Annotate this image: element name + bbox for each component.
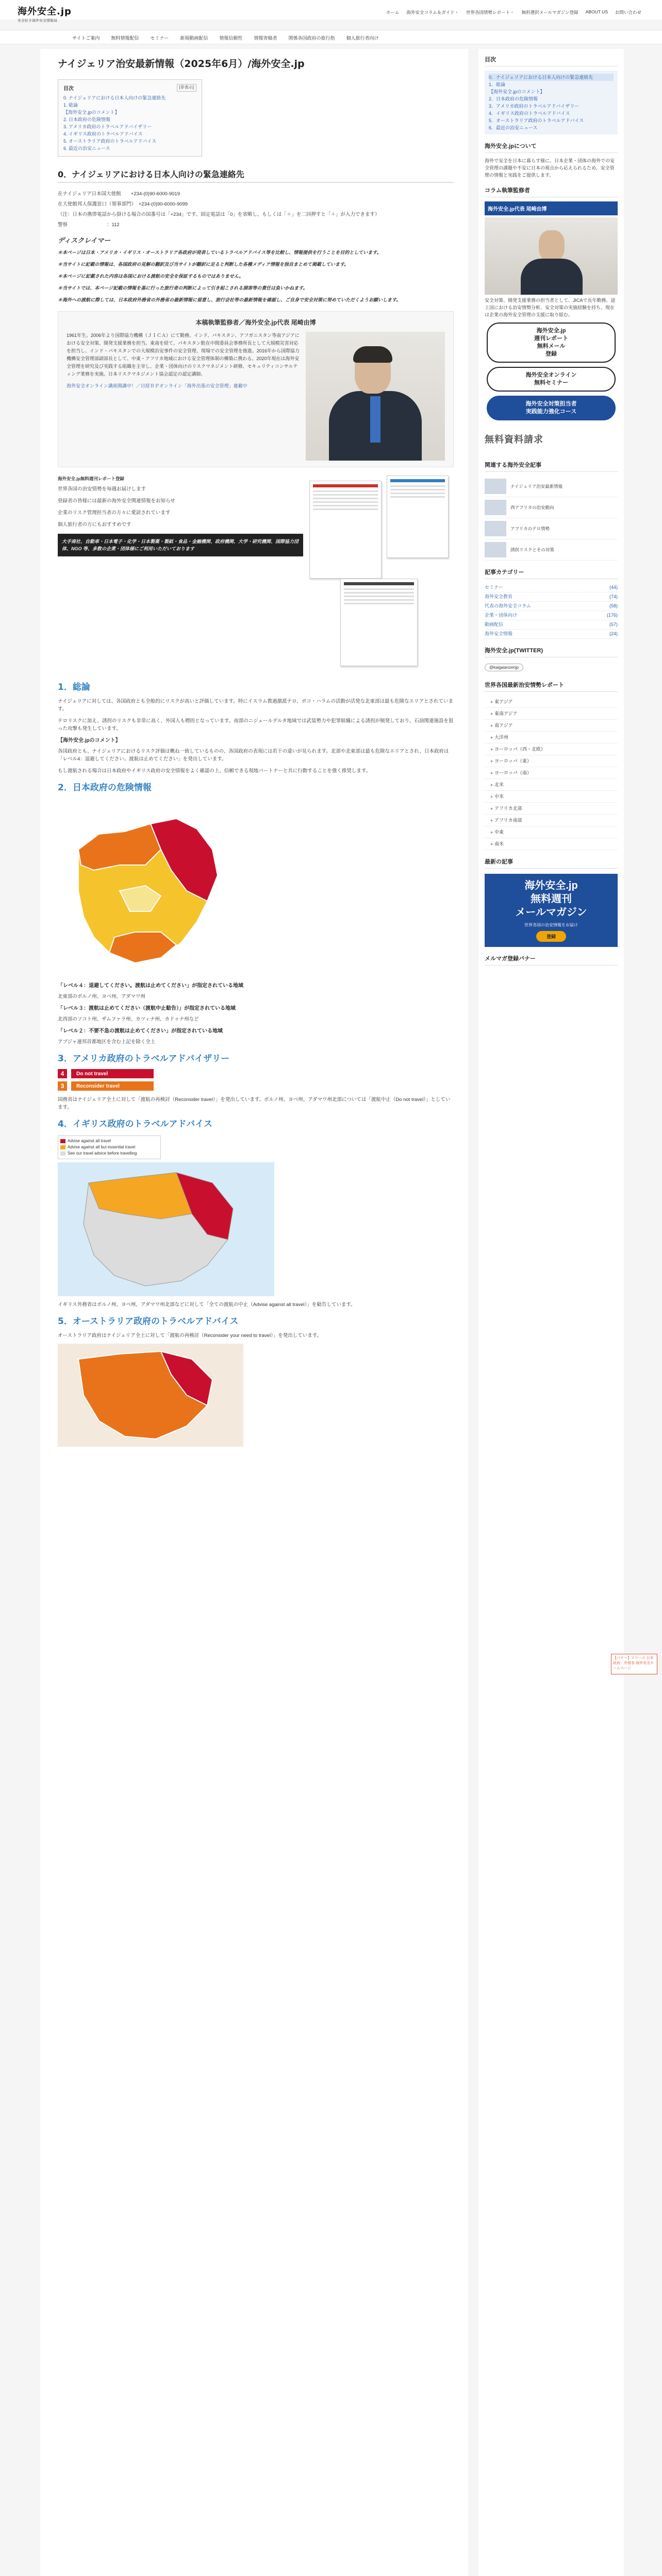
columnist-name: 海外安全.jp代表 尾崎由博 [488, 207, 547, 212]
thumbnail [485, 521, 506, 536]
contact-line: 在大使館邦人保護窓口（領事部門） +234-(0)90-6000-9099 [58, 201, 188, 207]
related-item[interactable] [485, 497, 618, 518]
category-item[interactable]: セミナー (44) [485, 583, 618, 592]
logo-sub: 安全好き海外安全情報局 [18, 19, 57, 23]
main-nav-item[interactable]: 情報信頼性 [219, 36, 243, 41]
sidebar-heading: 世界各国最新治安情勢レポート [485, 681, 618, 692]
category-item[interactable]: 海外安全情報 (24) [485, 630, 618, 639]
category-list [485, 583, 618, 639]
region-item[interactable]: ▸ 中米 [485, 791, 618, 803]
sidebar-heading: 海外安全.jp(TWITTER) [485, 646, 618, 657]
region-item[interactable]: ▸ ヨーロッパ（南） [485, 767, 618, 779]
sidebar-heading: 記事カテゴリー [485, 568, 618, 579]
free-banner-text: 無料資料請求 [485, 434, 543, 445]
section-heading: 5．オーストラリア政府のトラベルアドバイス [58, 1316, 239, 1327]
main-nav-item[interactable]: セミナー [150, 36, 169, 41]
toc-heading: 目次 [63, 86, 74, 92]
thumbnail [485, 500, 506, 515]
mail-magazine-banner[interactable] [485, 874, 618, 947]
disclaimer-line: ＊当サイトに記載の情報は、各国政府の見解の翻訳及び当サイトが翻訳に足ると判断した各種メディア情報を独自まとめて掲載しています。 [58, 262, 349, 267]
category-item[interactable]: 企業・団体向け (176) [485, 611, 618, 620]
disclaimer-line: ＊海外への渡航に際しては、日本政府外務省の外務省の最新情報に留意し、旅行会社等の最新情報を確認し、ご自身で安全対策に努めていただくようお願いします。 [58, 297, 401, 302]
toc-toggle-button[interactable]: [非表示] [177, 84, 196, 92]
body-paragraph: 北東部のボルノ州、ヨベ州、アダマワ州 [58, 994, 145, 999]
main-nav [0, 30, 662, 44]
us-level-3 [58, 1081, 454, 1091]
report-line: 企業のリスク管理担当者の方々に愛読されています [58, 510, 171, 516]
page-title: ナイジェリア治安最新情報（2025年6月）/海外安全.jp [58, 58, 305, 70]
body-paragraph: アブジャ連邦首都地区を含む上記を除く全土 [58, 1039, 156, 1045]
report-line: 登録者の皆様には最新の海外安全関連情報をお知らせ [58, 498, 175, 504]
related-item[interactable] [485, 476, 618, 497]
region-item[interactable]: ▸ ヨーロッパ（西・北欧） [485, 743, 618, 755]
contact-list [58, 190, 454, 229]
section-heading: 0．ナイジェリアにおける日本人向けの緊急連絡先 [58, 168, 454, 183]
twitter-follow-button[interactable]: @kaigaianzenjp [485, 664, 523, 671]
related-item[interactable] [485, 518, 618, 539]
level-label: Reconsider travel [71, 1081, 154, 1091]
sidebar-toc-item[interactable]: 2．日本政府の危険情報 [489, 96, 538, 101]
region-item[interactable]: ▸ 南アジア [485, 720, 618, 732]
region-item[interactable]: ▸ 東アジア [485, 696, 618, 708]
region-item[interactable]: ▸ 大洋州 [485, 732, 618, 743]
region-item[interactable]: ▸ 東南アジア [485, 708, 618, 720]
sidebar [478, 49, 624, 2576]
section-heading: 1．総論 [58, 682, 90, 692]
contact-line: 在ナイジェリア日本国大使館 +234-(0)90-6000-9019 [58, 191, 180, 197]
top-nav-item[interactable]: ABOUT US [585, 9, 608, 14]
contact-line: 警察 ：112 [58, 222, 120, 228]
legend-item: Advise against all but essential travel [68, 1145, 136, 1149]
sidebar-heading: メルマガ登録バナー [485, 954, 618, 965]
category-item[interactable]: 海外安全教育 (74) [485, 592, 618, 602]
sidebar-heading: 海外安全.jpについて [485, 142, 618, 153]
body-paragraph: ナイジェリアに対しては、各国政府とも全般的にリスクが高いと評価しています。特にイスラム教過激派テロ、ボコ・ハラムの活動が活発な北東部は最も危険なエリアとされています。 [58, 699, 454, 712]
columnist-photo [485, 217, 618, 295]
site-logo[interactable] [18, 4, 72, 23]
body-paragraph: 国務省はナイジェリア全土に対して「渡航の再検討（Reconsider travel）」を発出しています。ボルノ州、ヨベ州、アダマワ州北部については「渡航中止（Do not travel）」としています。 [58, 1097, 451, 1110]
related-title: ナイジェリア治安最新情報 [510, 484, 563, 489]
thumbnail [485, 542, 506, 557]
free-document-banner[interactable] [485, 425, 588, 453]
main-nav-item[interactable]: サイトご案内 [72, 36, 100, 41]
top-nav-item[interactable]: お問い合わせ [615, 10, 641, 15]
us-level-4 [58, 1069, 454, 1078]
related-title: アフリカのテロ情勢 [510, 526, 550, 531]
sidebar-toc-item[interactable]: 1．総論 [489, 82, 506, 87]
article [40, 49, 468, 2576]
weekly-report-button[interactable]: 海外安全.jp 週刊レポート 無料メール 登録 [487, 323, 616, 363]
logo-main: 海外安全.jp [18, 6, 72, 17]
related-item[interactable] [485, 539, 618, 561]
mag-title: 海外安全.jp [524, 880, 578, 891]
author-profile [58, 311, 454, 467]
level-label: 「レベル４：退避してください。渡航は止めてください」が指定されている地域 [58, 983, 243, 989]
author-photo [306, 332, 445, 461]
disclaimer-line: ＊本ページに記載された内容は各国における渡航の安全を保証するものではありません。 [58, 274, 244, 279]
sidebar-heading: 目次 [485, 55, 618, 66]
disclaimer [58, 249, 454, 304]
body-paragraph: もし渡航される場合は日本政府やイギリス政府の安全情報をよく確認の上、信頼できる現地パートナーと共に行動することを強く推奨します。 [58, 768, 371, 774]
training-course-button[interactable]: 海外安全対策担当者 実践能力強化コース [487, 396, 616, 420]
body-paragraph: 各国政府とも、ナイジェリアにおけるリスク評価は概ね一致しているものの、各国政府の表現には若干の違いが見られます。北部や北東部は最も危険なエリアとされ、日本政府は「レベル4：退避してください。渡航は止めてください」を発出しています。 [58, 749, 449, 762]
columnist-text: 安全対策、開発支援業務の担当者として、JICAで長年勤務。途上国における治安情勢分析、安全対策の実施経験を持ち、現在は企業の海外安全管理の支援に取り組む。 [485, 298, 616, 317]
sidebar-toc-item[interactable]: 6．最近の治安ニュース [489, 125, 538, 130]
columnist-banner[interactable] [485, 201, 618, 215]
toc-box [58, 79, 202, 157]
floating-banner[interactable]: 【バナー】リリース 日本政府：外務省 海外安全ホームページ [611, 1654, 657, 1674]
report-line: 世界各国の治安情勢を毎週お届けします [58, 486, 146, 492]
legend-item: Advise against all travel [68, 1139, 111, 1143]
related-title: 西アフリカの治安動向 [510, 505, 554, 510]
main-nav-item[interactable]: 無料情報配信 [111, 36, 139, 41]
toc-item[interactable]: 【海外安全.jpのコメント】 [63, 110, 120, 115]
sidebar-toc-item[interactable]: 3．アメリカ政府のトラベルアドバイザリー [489, 104, 580, 109]
profile-text: 1961年生。2006年より国際協力機構（ＪＩＣＡ）にて勤務、インド、パキスタン、アフガニスタン等南アジアにおける安全対策、開発支援業務を担当。東南を経て、パキスタン駐在中間委員会事務所長として大規模災害対応を担当し、インド・パキスタンでの大規模治安事件の安全管理、現場での安全管理を推進。2016年から国際協力機構安全管理部副部長として、中東・アフリカ地域における安全管理体制の構築に携わる。2020年現在は海外安全管理を研究及び実践する組織を主宰し、企業・団体向けのリスクマネジメント研修、セキュリティコンサルティング業務を実施。日本リスクマネジメント協会認定の認定講師。 [67, 333, 300, 377]
about-text: 海外で安全を日本に暮らす様に。日本企業・団体の海外での安全管理の課題や不安に日本の視点から応えられるため、安全管理の情報と実践をご提供します。 [485, 158, 615, 178]
level-number-icon: 3 [58, 1081, 67, 1091]
top-nav-item[interactable]: 無料選択メールマガジン登録 [521, 10, 578, 15]
sidebar-heading: コラム執筆監修者 [485, 186, 618, 197]
section-heading: 3．アメリカ政府のトラベルアドバイザリー [58, 1054, 230, 1064]
section-heading: 4．イギリス政府のトラベルアドバイス [58, 1119, 212, 1129]
toc-item[interactable]: 3. アメリカ政府のトラベルアドバイザリー [63, 124, 152, 129]
report-line: 個人旅行者の方にもおすすめです [58, 522, 131, 528]
uk-risk-map [58, 1162, 274, 1296]
level-label: Do not travel [71, 1069, 154, 1078]
report-promo [58, 476, 454, 671]
region-list [485, 696, 618, 850]
uk-map-legend [58, 1136, 161, 1159]
level-label: 「レベル２：不要不急の渡航は止めてください」が指定されている地域 [58, 1028, 223, 1034]
disclaimer-title: ディスクレイマー [58, 236, 111, 244]
top-nav [386, 9, 641, 15]
body-paragraph: イギリス外務省はボルノ州、ヨベ州、アダマワ州北部などに対して「全ての渡航の中止（Advise against all travel）」を勧告しています。 [58, 1302, 356, 1308]
contact-line: （注：日本の携帯電話から掛ける場合の国番号は「+234」です。固定電話は「0」を省略し、もしくは「＋」を二回押すと「＋」が入力できます） [58, 212, 380, 217]
body-paragraph: オーストラリア政府はナイジェリア全土に対して「渡航の再検討（Reconsider your need to travel）」を発出しています。 [58, 1333, 322, 1338]
body-paragraph: 北西部のソコト州、ザムファラ州、カツィナ州、カドゥナ州など [58, 1016, 199, 1022]
level-number-icon: 4 [58, 1069, 67, 1078]
japan-risk-map [58, 803, 228, 973]
body-paragraph: テロリスクに加え、誘拐のリスクも非常に高く、外国人も標的となっています。南部のニジェールデルタ地域では武装勢力や犯罪組織による誘拐が頻発しており、石油関連施設を狙った攻撃も発生しています。 [58, 718, 454, 732]
clients-box: 大手商社、自動車・日本電子・化学・日本製薬・製紙・食品・金融機関、政府機関、大学・研究機関、国際協力団体、NGO 等、多数の企業・団体様にご利用いただいております [58, 534, 303, 556]
main-nav-item[interactable]: 新規動画配信 [180, 36, 208, 41]
thumbnail [485, 479, 506, 494]
profile-title: 本稿執筆監修者／海外安全.jp代表 尾崎由博 [195, 319, 316, 326]
main-nav-item[interactable]: 情報寄稿者 [254, 36, 277, 41]
region-item[interactable]: ▸ アフリカ北部 [485, 803, 618, 815]
region-item[interactable]: ▸ 北米 [485, 779, 618, 791]
section-heading: 2．日本政府の危険情報 [58, 783, 152, 793]
top-nav-item[interactable]: ホーム [386, 10, 400, 15]
top-bar [0, 0, 662, 23]
top-nav-item[interactable]: 世界各国情勢レポート・ [466, 10, 515, 15]
sidebar-heading: 関連する海外安全記事 [485, 461, 618, 472]
sidebar-toc-item[interactable]: 【海外安全.jpのコメント】 [489, 89, 545, 94]
sidebar-toc-item[interactable]: 5．オーストラリア政府のトラベルアドバイス [489, 118, 584, 123]
legend-item: See our travel advice before travelling [68, 1151, 137, 1156]
disclaimer-line: ＊本ページは日本・アメリカ・イギリス・オーストラリア各政府が発表しているトラベルアドバイス等を比較し、情報提供を行うことを目的としています。 [58, 250, 382, 255]
toc-item[interactable]: 4. イギリス政府のトラベルアドバイス [63, 131, 143, 137]
top-nav-item[interactable]: 海外安全コラム＆ガイド・ [406, 10, 459, 15]
main-nav-item[interactable]: 個人旅行者向け [346, 36, 379, 41]
profile-links[interactable]: 海外安全オンライン講座開講中！／日経ＢＰオンライン「海外出張の安全管理」連載中 [67, 383, 247, 388]
disclaimer-line: ＊当サイトでは、本ページ記載の情報を基に行った旅行者の判断によって引き起こされる損害等の責任は負いかねます。 [58, 285, 308, 291]
sidebar-toc-item[interactable]: 0．ナイジェリアにおける日本人向けの緊急連絡先 [489, 74, 614, 81]
mag-title: メールマガジン [515, 907, 587, 918]
main-nav-item[interactable]: 関係各国政府の旅行指 [288, 36, 335, 41]
toc-item[interactable]: 6. 最近の治安ニュース [63, 146, 110, 151]
region-item[interactable]: ▸ ヨーロッパ（東） [485, 755, 618, 767]
toc-item[interactable]: 1. 総論 [63, 103, 78, 108]
comment-title: 【海外安全.jpのコメント】 [58, 738, 121, 743]
sidebar-heading: 最新の記事 [485, 857, 618, 869]
mag-title: 無料週刊 [531, 893, 572, 905]
report-images [309, 476, 454, 671]
related-list [485, 476, 618, 561]
region-item[interactable]: ▸ 南米 [485, 838, 618, 850]
sidebar-toc [485, 71, 618, 134]
category-item[interactable]: 動画配信 (57) [485, 620, 618, 630]
au-risk-map [58, 1344, 243, 1447]
category-item[interactable]: 代表の海外安全コラム (58) [485, 602, 618, 611]
online-seminar-button[interactable]: 海外安全オンライン 無料セミナー [487, 367, 616, 392]
level-label: 「レベル３：渡航は止めてください（渡航中止勧告）」が指定されている地域 [58, 1006, 236, 1011]
mag-sub: 世界各国の治安情報をお届け [524, 923, 578, 927]
mag-register-button[interactable]: 登録 [536, 931, 566, 942]
report-head[interactable]: 海外安全.jp無料週刊レポート登録 [58, 476, 124, 481]
related-title: 誘拐リスクとその対策 [510, 547, 554, 552]
toc-item[interactable]: 5. オーストラリア政府のトラベルアドバイス [63, 139, 157, 144]
region-item[interactable]: ▸ アフリカ南部 [485, 815, 618, 826]
region-item[interactable]: ▸ 中東 [485, 826, 618, 838]
sidebar-toc-item[interactable]: 4．イギリス政府のトラベルアドバイス [489, 111, 570, 116]
toc-item[interactable]: 0. ナイジェリアにおける日本人向けの緊急連絡先 [63, 95, 166, 100]
toc-item[interactable]: 2. 日本政府の危険情報 [63, 117, 111, 122]
